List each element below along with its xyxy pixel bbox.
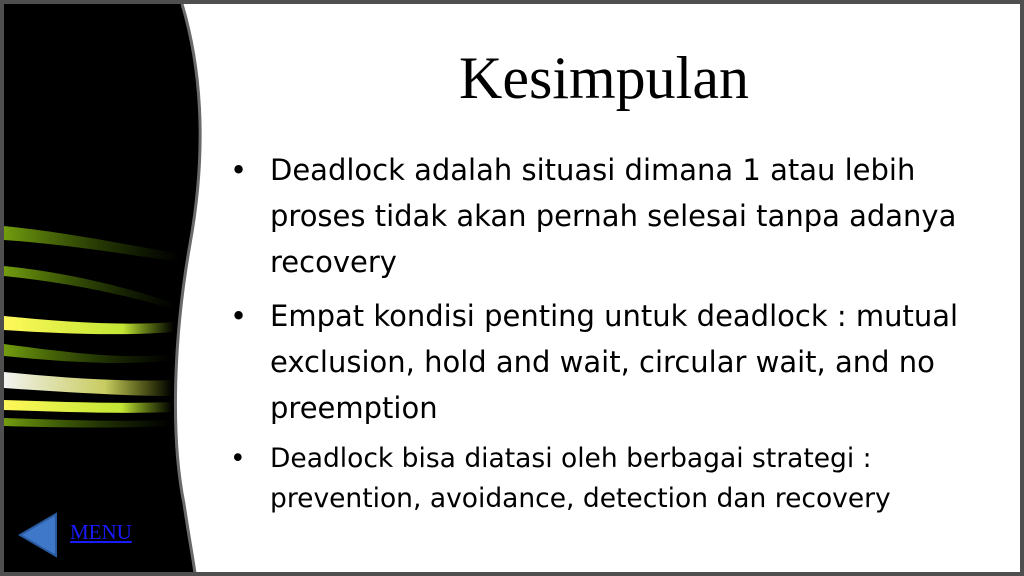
bullet-marker: • <box>230 153 248 187</box>
bullet-item <box>230 147 1000 285</box>
bullet-item <box>230 293 1000 431</box>
menu-link[interactable]: MENU <box>70 519 132 544</box>
slide-title: Kesimpulan <box>459 45 749 111</box>
bullet-list <box>230 147 1000 527</box>
bullet-marker: • <box>230 443 246 474</box>
bullet-text: Deadlock bisa diatasi oleh berbagai strategi : prevention, avoidance, detection dan recovery <box>270 443 891 514</box>
decorative-light-streaks <box>4 4 224 576</box>
bullet-item <box>230 439 1000 519</box>
bullet-marker: • <box>230 299 248 333</box>
triangle-left-icon[interactable] <box>18 512 58 558</box>
menu-nav <box>18 512 132 558</box>
bullet-text: Empat kondisi penting untuk deadlock : mutual exclusion, hold and wait, circular wait, and no preemption <box>270 299 959 425</box>
bullet-text: Deadlock adalah situasi dimana 1 atau lebih proses tidak akan pernah selesai tanpa adanya recovery <box>270 153 957 279</box>
